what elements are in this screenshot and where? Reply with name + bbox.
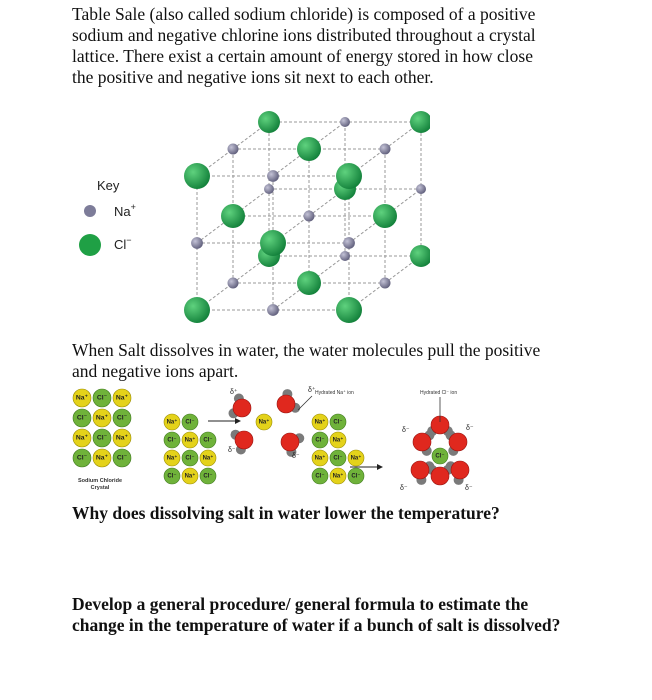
cl-ion bbox=[336, 297, 362, 323]
cl-key-label: Cl− bbox=[114, 235, 132, 252]
delta-minus-label: δ⁻ bbox=[466, 425, 474, 432]
nacl-lattice-figure bbox=[70, 110, 430, 340]
cl-key-swatch bbox=[79, 234, 101, 256]
delta-plus-label: δ⁺ bbox=[308, 387, 316, 394]
question-1: Why does dissolving salt in water lower the temperature? bbox=[72, 503, 500, 523]
cl-ion-label: Cl⁻ bbox=[76, 454, 88, 462]
water-molecule bbox=[229, 393, 251, 418]
na-ion bbox=[264, 184, 274, 194]
oxygen-atom bbox=[277, 395, 295, 413]
cl-ion-label: Cl⁻ bbox=[315, 437, 325, 444]
water-molecules bbox=[229, 389, 469, 485]
cl-ion-label: Cl⁻ bbox=[167, 473, 177, 480]
oxygen-atom bbox=[431, 467, 449, 485]
hydrated-cl-label: Hydrated Cl⁻ ion bbox=[420, 390, 458, 396]
oxygen-atom bbox=[451, 461, 469, 479]
na-ion bbox=[340, 117, 350, 127]
hydrated-na-pointer bbox=[298, 396, 312, 410]
delta-minus-label: δ⁻ bbox=[292, 453, 300, 460]
arrow-1-head bbox=[235, 418, 241, 424]
cl-ion-label: Cl⁻ bbox=[203, 473, 213, 480]
na-ion bbox=[343, 237, 355, 249]
cl-ion-label: Cl⁻ bbox=[167, 437, 177, 444]
crystal-label-line1: Sodium Chloride bbox=[78, 478, 122, 484]
na-ion bbox=[304, 211, 315, 222]
na-ion bbox=[228, 278, 239, 289]
cl-ion bbox=[297, 137, 321, 161]
nacl-crystal bbox=[73, 389, 131, 467]
na-ion-label: Na⁺ bbox=[95, 454, 109, 462]
question-2: Develop a general procedure/ general formula to estimate the change in the temperature of water if a bunch of salt is dissolved? bbox=[72, 594, 561, 635]
cl-ion-label: Cl⁻ bbox=[435, 453, 445, 460]
water-molecule bbox=[277, 389, 300, 413]
arrow-2-head bbox=[377, 464, 383, 470]
cl-ion-label: Cl⁻ bbox=[185, 455, 195, 462]
delta-minus-label: δ⁻ bbox=[402, 427, 410, 434]
oxygen-atom bbox=[281, 433, 299, 451]
cl-ion-label: Cl⁻ bbox=[315, 473, 325, 480]
na-ion bbox=[380, 278, 391, 289]
crystal-label-line2: Crystal bbox=[90, 485, 110, 491]
delta-minus-label: δ⁻ bbox=[465, 485, 473, 492]
na-ion bbox=[267, 304, 279, 316]
na-ion-label: Na⁺ bbox=[115, 434, 129, 442]
hydrated-na-label: Hydrated Na⁺ ion bbox=[315, 390, 354, 396]
cl-ion bbox=[184, 297, 210, 323]
na-key-swatch bbox=[84, 205, 96, 217]
cl-ion-label: Cl⁻ bbox=[96, 394, 108, 402]
na-ion bbox=[191, 237, 203, 249]
na-ion-label: Na⁺ bbox=[332, 473, 344, 480]
cl-ion bbox=[221, 204, 245, 228]
na-ion-label: Na⁺ bbox=[350, 455, 362, 462]
dissolving-ion-grid-right bbox=[312, 414, 364, 484]
na-ion bbox=[340, 251, 350, 261]
oxygen-atom bbox=[449, 433, 467, 451]
cl-ion-label: Cl⁻ bbox=[185, 419, 195, 426]
na-ion-label: Na⁺ bbox=[202, 455, 214, 462]
na-ion-label: Na⁺ bbox=[184, 473, 196, 480]
na-ion-label: Na⁺ bbox=[95, 414, 109, 422]
na-ion-label: Na⁺ bbox=[166, 419, 178, 426]
cl-ion-label: Cl⁻ bbox=[96, 434, 108, 442]
cl-ion bbox=[260, 230, 286, 256]
na-ion-label: Na⁺ bbox=[332, 437, 344, 444]
cl-ion-label: Cl⁻ bbox=[116, 454, 128, 462]
na-ion bbox=[416, 184, 426, 194]
na-ion-label: Na⁺ bbox=[75, 394, 89, 402]
na-ion bbox=[267, 170, 279, 182]
cl-ion bbox=[410, 245, 430, 267]
na-ion-label: Na⁺ bbox=[75, 434, 89, 442]
na-ion-label: Na⁺ bbox=[115, 394, 129, 402]
na-ion-label: Na⁺ bbox=[184, 437, 196, 444]
oxygen-atom bbox=[235, 431, 253, 449]
key-title: Key bbox=[97, 178, 120, 193]
cl-ion bbox=[297, 271, 321, 295]
dissolve-paragraph: When Salt dissolves in water, the water molecules pull the positive and negative ions apart. bbox=[72, 340, 541, 381]
delta-minus-label: δ⁻ bbox=[228, 447, 236, 454]
cl-ion bbox=[184, 163, 210, 189]
cl-ion-label: Cl⁻ bbox=[76, 414, 88, 422]
cl-ion bbox=[258, 111, 280, 133]
cl-ion bbox=[410, 111, 430, 133]
oxygen-atom bbox=[233, 399, 251, 417]
dissolving-ion-grid-left bbox=[164, 414, 216, 484]
na-ion bbox=[228, 144, 239, 155]
na-ion-label: Na⁺ bbox=[166, 455, 178, 462]
lattice-key bbox=[79, 178, 136, 256]
na-ion-label: Na⁺ bbox=[314, 455, 326, 462]
cl-ion-label: Cl⁻ bbox=[351, 473, 361, 480]
cl-ion-label: Cl⁻ bbox=[116, 414, 128, 422]
dissolution-figure bbox=[60, 380, 490, 505]
cl-ion-label: Cl⁻ bbox=[333, 455, 343, 462]
delta-minus-label: δ⁻ bbox=[400, 485, 408, 492]
cl-ion-label: Cl⁻ bbox=[203, 437, 213, 444]
na-ion bbox=[380, 144, 391, 155]
delta-plus-label: δ⁺ bbox=[230, 389, 238, 396]
na-ion-label: Na⁺ bbox=[258, 419, 270, 426]
cl-ion bbox=[373, 204, 397, 228]
cl-ion bbox=[336, 163, 362, 189]
intro-paragraph: Table Sale (also called sodium chloride) is composed of a positive sodium and negative chlorine ions distributed throughout a crystal lattice. There exist a certain amount of energy stored in how close the positive and negative ions sit next to each other. bbox=[72, 4, 536, 87]
oxygen-atom bbox=[411, 461, 429, 479]
cl-ion-label: Cl⁻ bbox=[333, 419, 343, 426]
na-ion-label: Na⁺ bbox=[314, 419, 326, 426]
na-key-label: Na+ bbox=[114, 202, 136, 219]
oxygen-atom bbox=[413, 433, 431, 451]
